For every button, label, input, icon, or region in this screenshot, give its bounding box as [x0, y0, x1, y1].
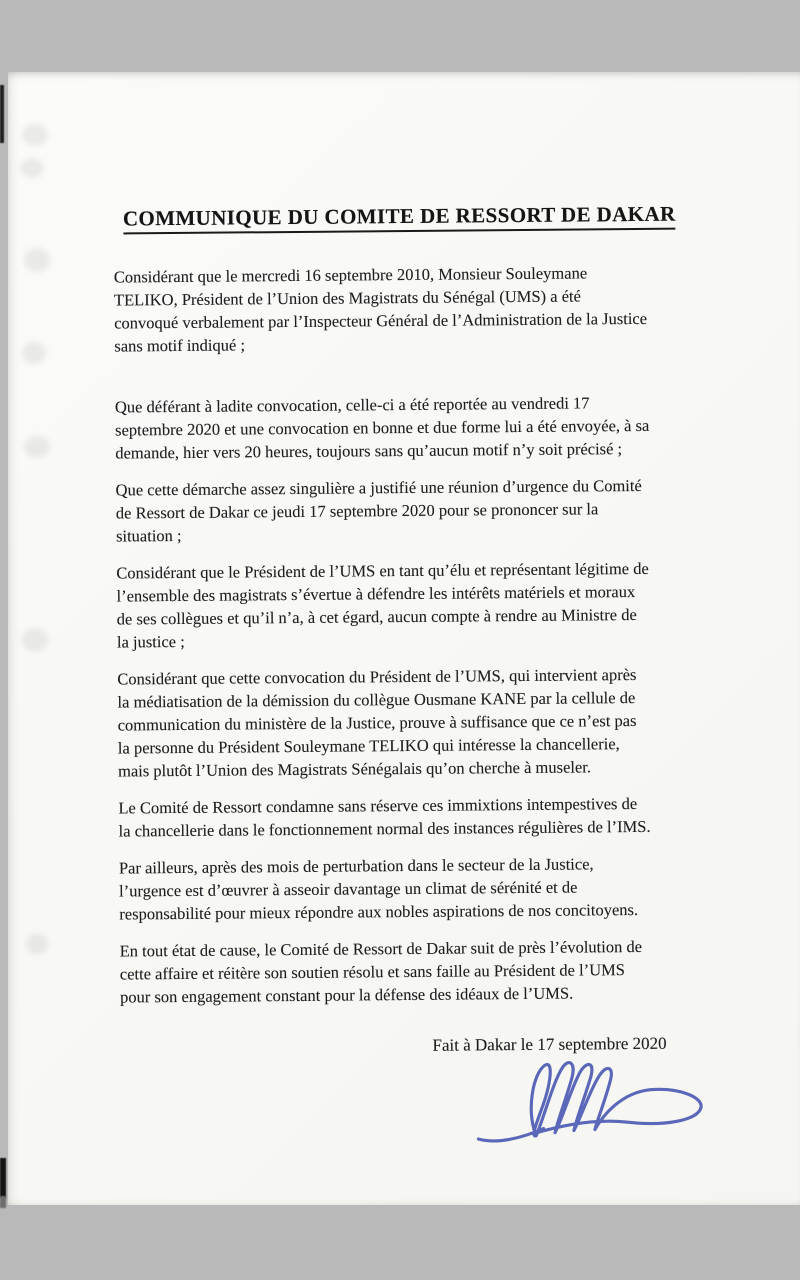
date-place-line: Fait à Dakar le 17 septembre 2020: [432, 1033, 667, 1055]
document-body: [114, 260, 732, 1008]
scan-edge-artifact-bottom: [0, 1158, 6, 1198]
scan-edge-artifact-top: [0, 85, 4, 143]
document-content: [8, 69, 800, 1060]
paragraph-7: Par ailleurs, après des mois de perturbation dans le secteur de la Justice, l’urgence est d’œuvrer à asseoir davantage un climat de sérénité et de responsabilité pour mieux répondre aux nobles aspirations de nos concitoyens.: [118, 854, 639, 924]
signature-stroke: [478, 1063, 701, 1141]
paragraph-1: Considérant que le mercredi 16 septembre 2010, Monsieur Souleymane TELIKO, Président de l’Union des Magistrats du Sénégal (UMS) a été convoqué verbalement par l’Inspecteur Général de l’Administration de la Justice sans motif indiqué ;: [113, 263, 648, 356]
document-title-text: COMMUNIQUE DU COMITE DE RESSORT DE DAKAR: [123, 202, 676, 235]
paragraph-3: Que cette démarche assez singulière a justifié une réunion d’urgence du Comité de Ressort de Dakar ce jeudi 17 septembre 2020 pour se prononcer sur la situation ;: [115, 475, 642, 546]
paragraph-6: Le Comité de Ressort condamne sans réserve ces immixtions intempestives de la chancellerie dans le fonctionnement normal des instances régulières de l’IMS.: [118, 793, 651, 841]
signature-scribble-icon: [470, 1044, 722, 1150]
scan-edge-artifact-bottom-fade: [0, 1196, 6, 1208]
paragraph-8: En tout état de cause, le Comité de Ressort de Dakar suit de près l’évolution de cette affaire et réitère son soutien résolu et sans faille au Président de l’UMS pour son engagement constant pour la défense des idéaux de l’UMS.: [119, 936, 643, 1007]
document-page: [8, 72, 800, 1205]
document-title: [113, 202, 685, 232]
paragraph-2: Que déférant à ladite convocation, celle-ci a été reportée au vendredi 17 septembre 2020 et une convocation en bonne et due forme lui a été envoyée, à sa demande, hier vers 20 heures, toujours sans qu’aucun motif n’y soit précisé ;: [114, 393, 650, 463]
paragraph-4: Considérant que le Président de l’UMS en tant qu’élu et représentant légitime de l’ensemble des magistrats s’évertue à défendre les intérêts matériels et moraux de ses collègues et qu’il n’a, à cet égard, aucun compte à rendre au Ministre de la justice ;: [116, 558, 649, 652]
paragraph-5: Considérant que cette convocation du Président de l’UMS, qui intervient après la médiatisation de la démission du collègue Ousmane KANE par la cellule de communication du ministère de la Justice, prouve à suffisance que ce n’est pas la personne du Président Souleymane TELIKO qui intéresse la chancellerie, mais plutôt l’Union des Magistrats Sénégalais qu’on cherche à museler.: [117, 664, 637, 781]
